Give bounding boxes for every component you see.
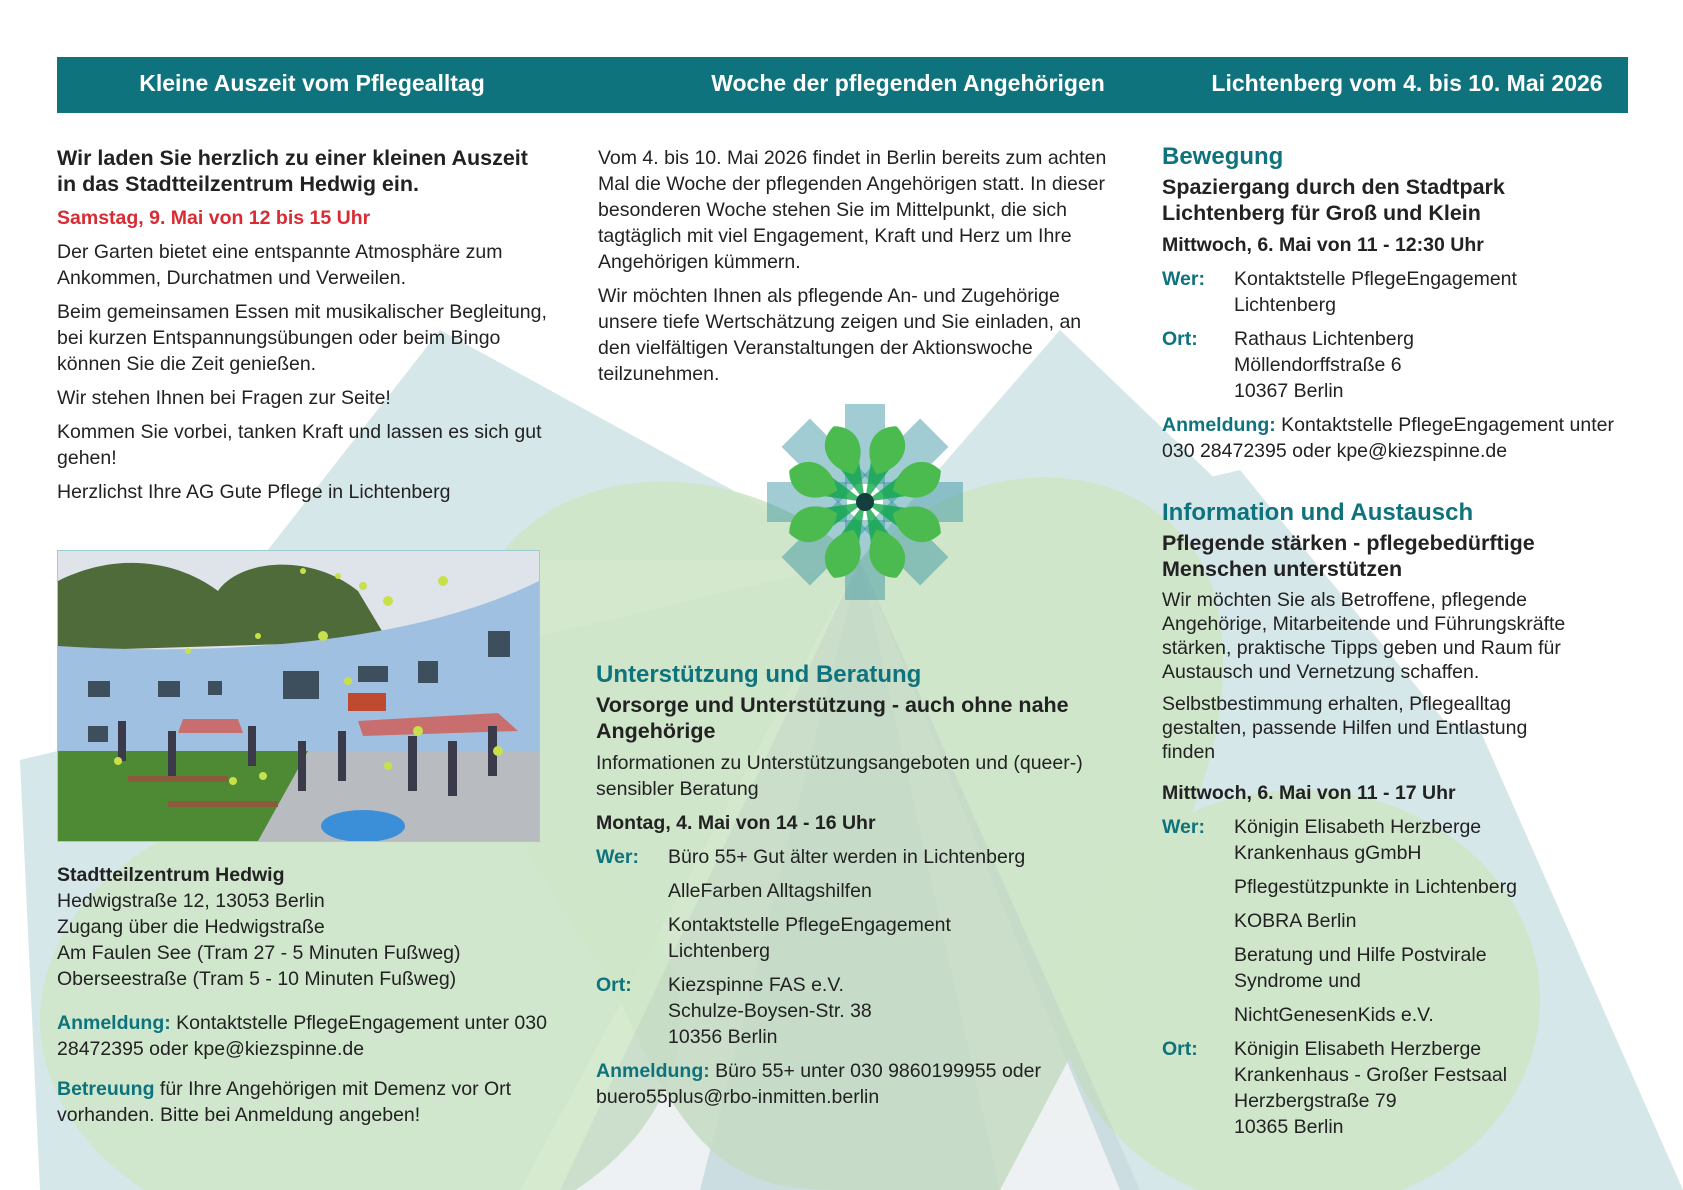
left-column (57, 145, 547, 513)
right-section-information (1162, 498, 1632, 1148)
who-item: Königin Elisabeth Herzberge Krankenhaus gGmbH (1234, 816, 1482, 864)
registration-text: Kontaktstelle PflegeEngagement unter 030 28472395 oder kpe@kiezspinne.de (1162, 414, 1614, 462)
care-text: für Ihre Angehörigen mit Demenz vor Ort vorhanden. Bitte bei Anmeldung angeben! (57, 1078, 512, 1126)
venue-line: Hedwigstraße 12, 13053 Berlin (57, 890, 325, 912)
where-line: Rathaus Lichtenberg (1234, 328, 1414, 350)
registration-info (596, 1058, 1056, 1110)
paragraph: Wir möchten Sie als Betroffene, pflegende Angehörige, Mitarbeitende und Führungskräfte stärken, praktische Tipps geben und Raum für Austausch und Vernetzung schaffen. (1162, 589, 1566, 683)
event-photo (57, 550, 540, 842)
who-item: KOBRA Berlin (1234, 910, 1357, 932)
where-line: Krankenhaus - Großer Festsaal (1234, 1064, 1508, 1086)
section-subtitle: Vorsorge und Unterstützung - auch ohne nahe Angehörige (596, 693, 1069, 743)
section-title: Unterstützung und Beratung (596, 661, 922, 688)
section-subtitle: Pflegende stärken - pflegebedürftige Menschen unterstützen (1162, 531, 1535, 581)
right-section-movement (1162, 142, 1632, 472)
where-line: 10365 Berlin (1234, 1116, 1344, 1138)
who-label: Wer: (1162, 816, 1205, 838)
paragraph: Kommen Sie vorbei, tanken Kraft und lassen es sich gut gehen! (57, 421, 542, 469)
care-info (57, 1076, 547, 1128)
care-label: Betreuung (57, 1078, 155, 1100)
where-label: Ort: (596, 974, 632, 996)
section-title: Bewegung (1162, 143, 1284, 170)
intro-paragraph: Vom 4. bis 10. Mai 2026 findet in Berlin bereits zum achten Mal die Woche der pflegenden Angehörigen statt. In dieser besonderen Woche stehen Sie im Mittelpunkt, die sich tagtäglich mit viel Engagement, Kraft und Herz um Ihre Angehörigen kümmern. (598, 147, 1107, 273)
center-section-support (596, 660, 1116, 1118)
who-item: Kontaktstelle PflegeEngagement Lichtenberg (1234, 268, 1517, 316)
paragraph: Beim gemeinsamen Essen mit musikalischer Begleitung, bei kurzen Entspannungsübungen oder beim Bingo können Sie die Zeit genießen. (57, 301, 547, 375)
paragraph: Wir stehen Ihnen bei Fragen zur Seite! (57, 387, 391, 409)
venue-line: Am Faulen See (Tram 27 - 5 Minuten Fußweg) (57, 942, 461, 964)
where-line: Königin Elisabeth Herzberge (1234, 1038, 1482, 1060)
venue-line: Oberseestraße (Tram 5 - 10 Minuten Fußweg) (57, 968, 457, 990)
registration-label: Anmeldung: (596, 1060, 710, 1082)
where-line: Schulze-Boysen-Str. 38 (668, 1000, 872, 1022)
where-line: 10367 Berlin (1234, 380, 1344, 402)
who-label: Wer: (1162, 268, 1205, 290)
who-label: Wer: (596, 846, 639, 868)
who-item: Beratung und Hilfe Postvirale Syndrome und (1234, 944, 1487, 992)
where-line: 10356 Berlin (668, 1026, 778, 1048)
section-title: Information und Austausch (1162, 499, 1474, 526)
section-date: Mittwoch, 6. Mai von 11 - 17 Uhr (1162, 782, 1456, 804)
who-row (596, 844, 1116, 964)
flower-logo-icon (760, 402, 970, 602)
registration-info (57, 1010, 547, 1062)
header-left-title: Kleine Auszeit vom Pflegealltag (139, 70, 485, 96)
who-item: Kontaktstelle PflegeEngagement Lichtenberg (668, 914, 951, 962)
where-row (1162, 326, 1632, 404)
paragraph: Selbstbestimmung erhalten, Pflegealltag gestalten, passende Hilfen und Entlastung finden (1162, 693, 1528, 763)
registration-label: Anmeldung: (1162, 414, 1276, 436)
header-center-title: Woche der pflegenden Angehörigen (711, 70, 1105, 96)
section-subtitle: Spaziergang durch den Stadtpark Lichtenberg für Groß und Klein (1162, 175, 1505, 225)
intro-paragraph: Wir möchten Ihnen als pflegende An- und Zugehörige unsere tiefe Wertschätzung zeigen und Sie einladen, an den vielfältigen Veranstaltungen der Aktionswoche teilzunehmen. (598, 285, 1082, 385)
registration-info (1162, 412, 1632, 464)
where-row (1162, 1036, 1632, 1140)
venue-line: Zugang über die Hedwigstraße (57, 916, 325, 938)
registration-label: Anmeldung: (57, 1012, 171, 1034)
event-date-saturday: Samstag, 9. Mai von 12 bis 15 Uhr (57, 207, 371, 229)
who-row (1162, 814, 1632, 1028)
where-line: Möllendorffstraße 6 (1234, 354, 1402, 376)
center-intro (598, 145, 1118, 395)
who-item: Büro 55+ Gut älter werden in Lichtenberg (668, 846, 1026, 868)
section-date: Montag, 4. Mai von 14 - 16 Uhr (596, 812, 876, 834)
registration-text: Kontaktstelle PflegeEngagement unter 030 28472395 oder kpe@kiezspinne.de (57, 1012, 547, 1060)
paragraph: Der Garten bietet eine entspannte Atmosphäre zum Ankommen, Durchatmen und Verweilen. (57, 241, 503, 289)
registration-text: Büro 55+ unter 030 9860199955 oder buero55plus@rbo-inmitten.berlin (596, 1060, 1041, 1108)
who-item: NichtGenesenKids e.V. (1234, 1004, 1434, 1026)
who-row (1162, 266, 1632, 318)
header-band (57, 57, 1628, 113)
section-description: Informationen zu Unterstützungsangeboten und (queer-) sensibler Beratung (596, 752, 1083, 800)
where-line: Herzbergstraße 79 (1234, 1090, 1397, 1112)
header-right-title: Lichtenberg vom 4. bis 10. Mai 2026 (1211, 70, 1603, 96)
who-item: Pflegestützpunkte in Lichtenberg (1234, 876, 1517, 898)
venue-name: Stadtteilzentrum Hedwig (57, 864, 285, 886)
where-label: Ort: (1162, 328, 1198, 350)
who-item: AlleFarben Alltagshilfen (668, 880, 872, 902)
venue-block (57, 862, 547, 1136)
paragraph: Herzlichst Ihre AG Gute Pflege in Lichtenberg (57, 481, 451, 503)
where-row (596, 972, 1116, 1050)
where-line: Kiezspinne FAS e.V. (668, 974, 844, 996)
invitation-lead: Wir laden Sie herzlich zu einer kleinen Auszeit in das Stadtteilzentrum Hedwig ein. (57, 146, 528, 196)
section-date: Mittwoch, 6. Mai von 11 - 12:30 Uhr (1162, 234, 1484, 256)
where-label: Ort: (1162, 1038, 1198, 1060)
flower-center (856, 493, 874, 511)
